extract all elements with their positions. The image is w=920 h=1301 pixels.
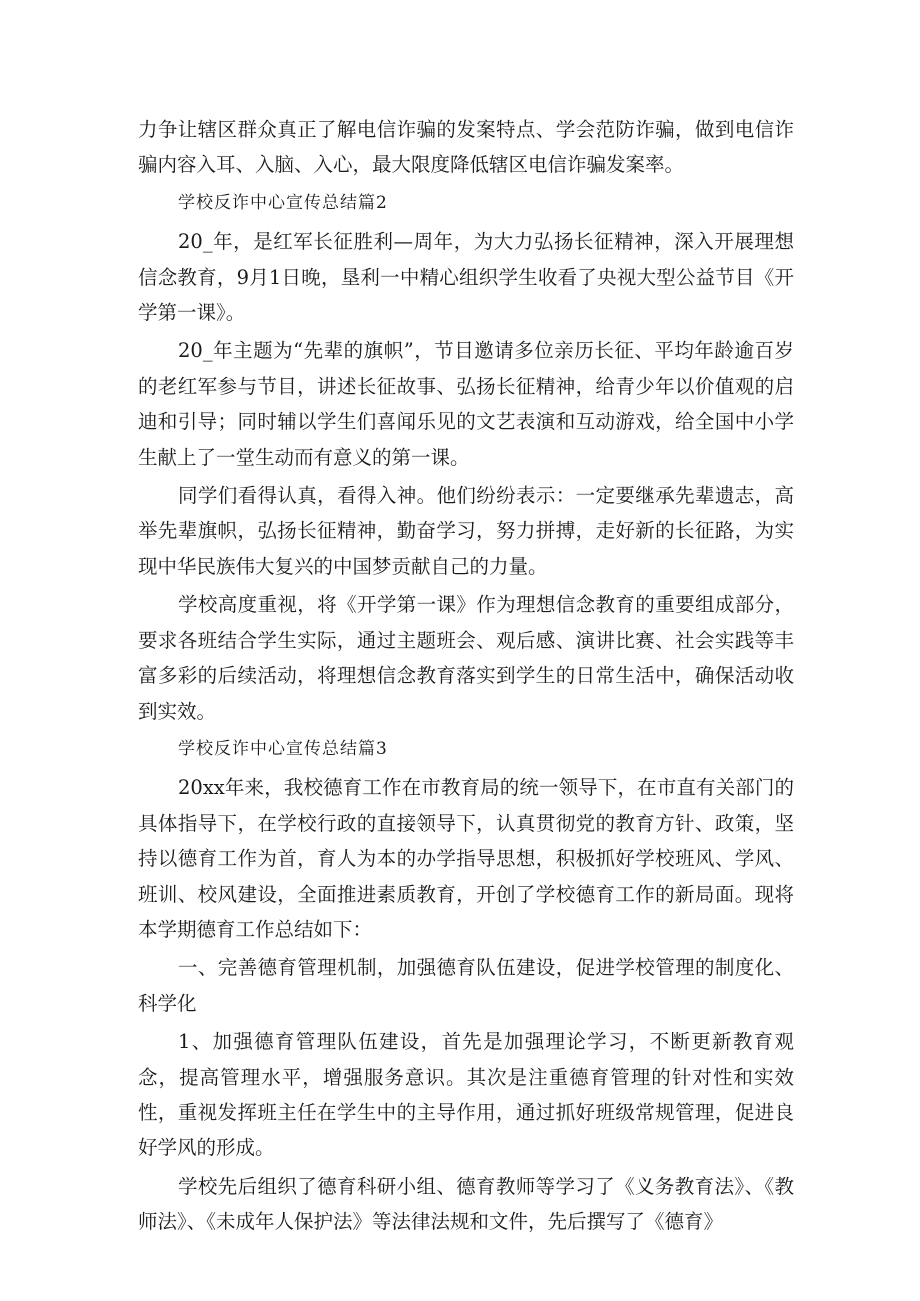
paragraph: 20_年主题为“先辈的旗帜”，节目邀请多位亲历长征、平均年龄逾百岁的老红军参与节目，讲述长征故事、弘扬长征精神，给青少年以价值观的启迪和引导；同时辅以学生们喜闻乐见的文艺表演和互动游戏，给全国中小学生献上了一堂生动而有意义的第一课。 [138, 339, 794, 469]
paragraph: 20_年，是红军长征胜利—周年，为大力弘扬长征精神，深入开展理想信念教育，9月1日晚，垦利一中精心组织学生收看了央视大型公益节目《开学第一课》。 [138, 230, 794, 325]
paragraph: 同学们看得认真，看得入神。他们纷纷表示：一定要继承先辈遗志，高举先辈旗帜，弘扬长征精神，勤奋学习，努力拼搏，走好新的长征路，为实现中华民族伟大复兴的中国梦贡献自己的力量。 [138, 484, 794, 578]
paragraph: 20xx年来，我校德育工作在市教育局的统一领导下，在市直有关部门的具体指导下，在学校行政的直接领导下，认真贯彻党的教育方针、政策，坚持以德育工作为首，育人为本的办学指导思想，积极抓好学校班风、学风、班训、校风建设，全面推进素质教育，开创了学校德育工作的新局面。现将本学期德育工作总结如下： [138, 776, 794, 941]
section-heading-3: 学校反诈中心宣传总结篇3 [178, 738, 388, 759]
document-body [138, 112, 794, 1243]
paragraph: 学校高度重视，将《开学第一课》作为理想信念教育的重要组成部分，要求各班结合学生实际，通过主题班会、观后感、演讲比赛、社会实践等丰富多彩的后续活动，将理想信念教育落实到学生的日常生活中，确保活动收到实效。 [138, 593, 794, 723]
subsection-heading: 一、完善德育管理机制，加强德育队伍建设，促进学校管理的制度化、科学化 [138, 956, 794, 1015]
section-heading-2: 学校反诈中心宣传总结篇2 [178, 192, 388, 213]
paragraph: 学校先后组织了德育科研小组、德育教师等学习了《义务教育法》、《教师法》、《未成年人保护法》等法律法规和文件，先后撰写了《德育》 [138, 1174, 794, 1234]
paragraph: 1、加强德育管理队伍建设，首先是加强理论学习，不断更新教育观念，提高管理水平，增强服务意识。其次是注重德育管理的针对性和实效性，重视发挥班主任在学生中的主导作用，通过抓好班级常规管理，促进良好学风的形成。 [138, 1030, 794, 1160]
paragraph-continuation: 力争让辖区群众真正了解电信诈骗的发案特点、学会范防诈骗，做到电信诈骗内容入耳、入脑、入心，最大限度降低辖区电信诈骗发案率。 [138, 118, 794, 177]
